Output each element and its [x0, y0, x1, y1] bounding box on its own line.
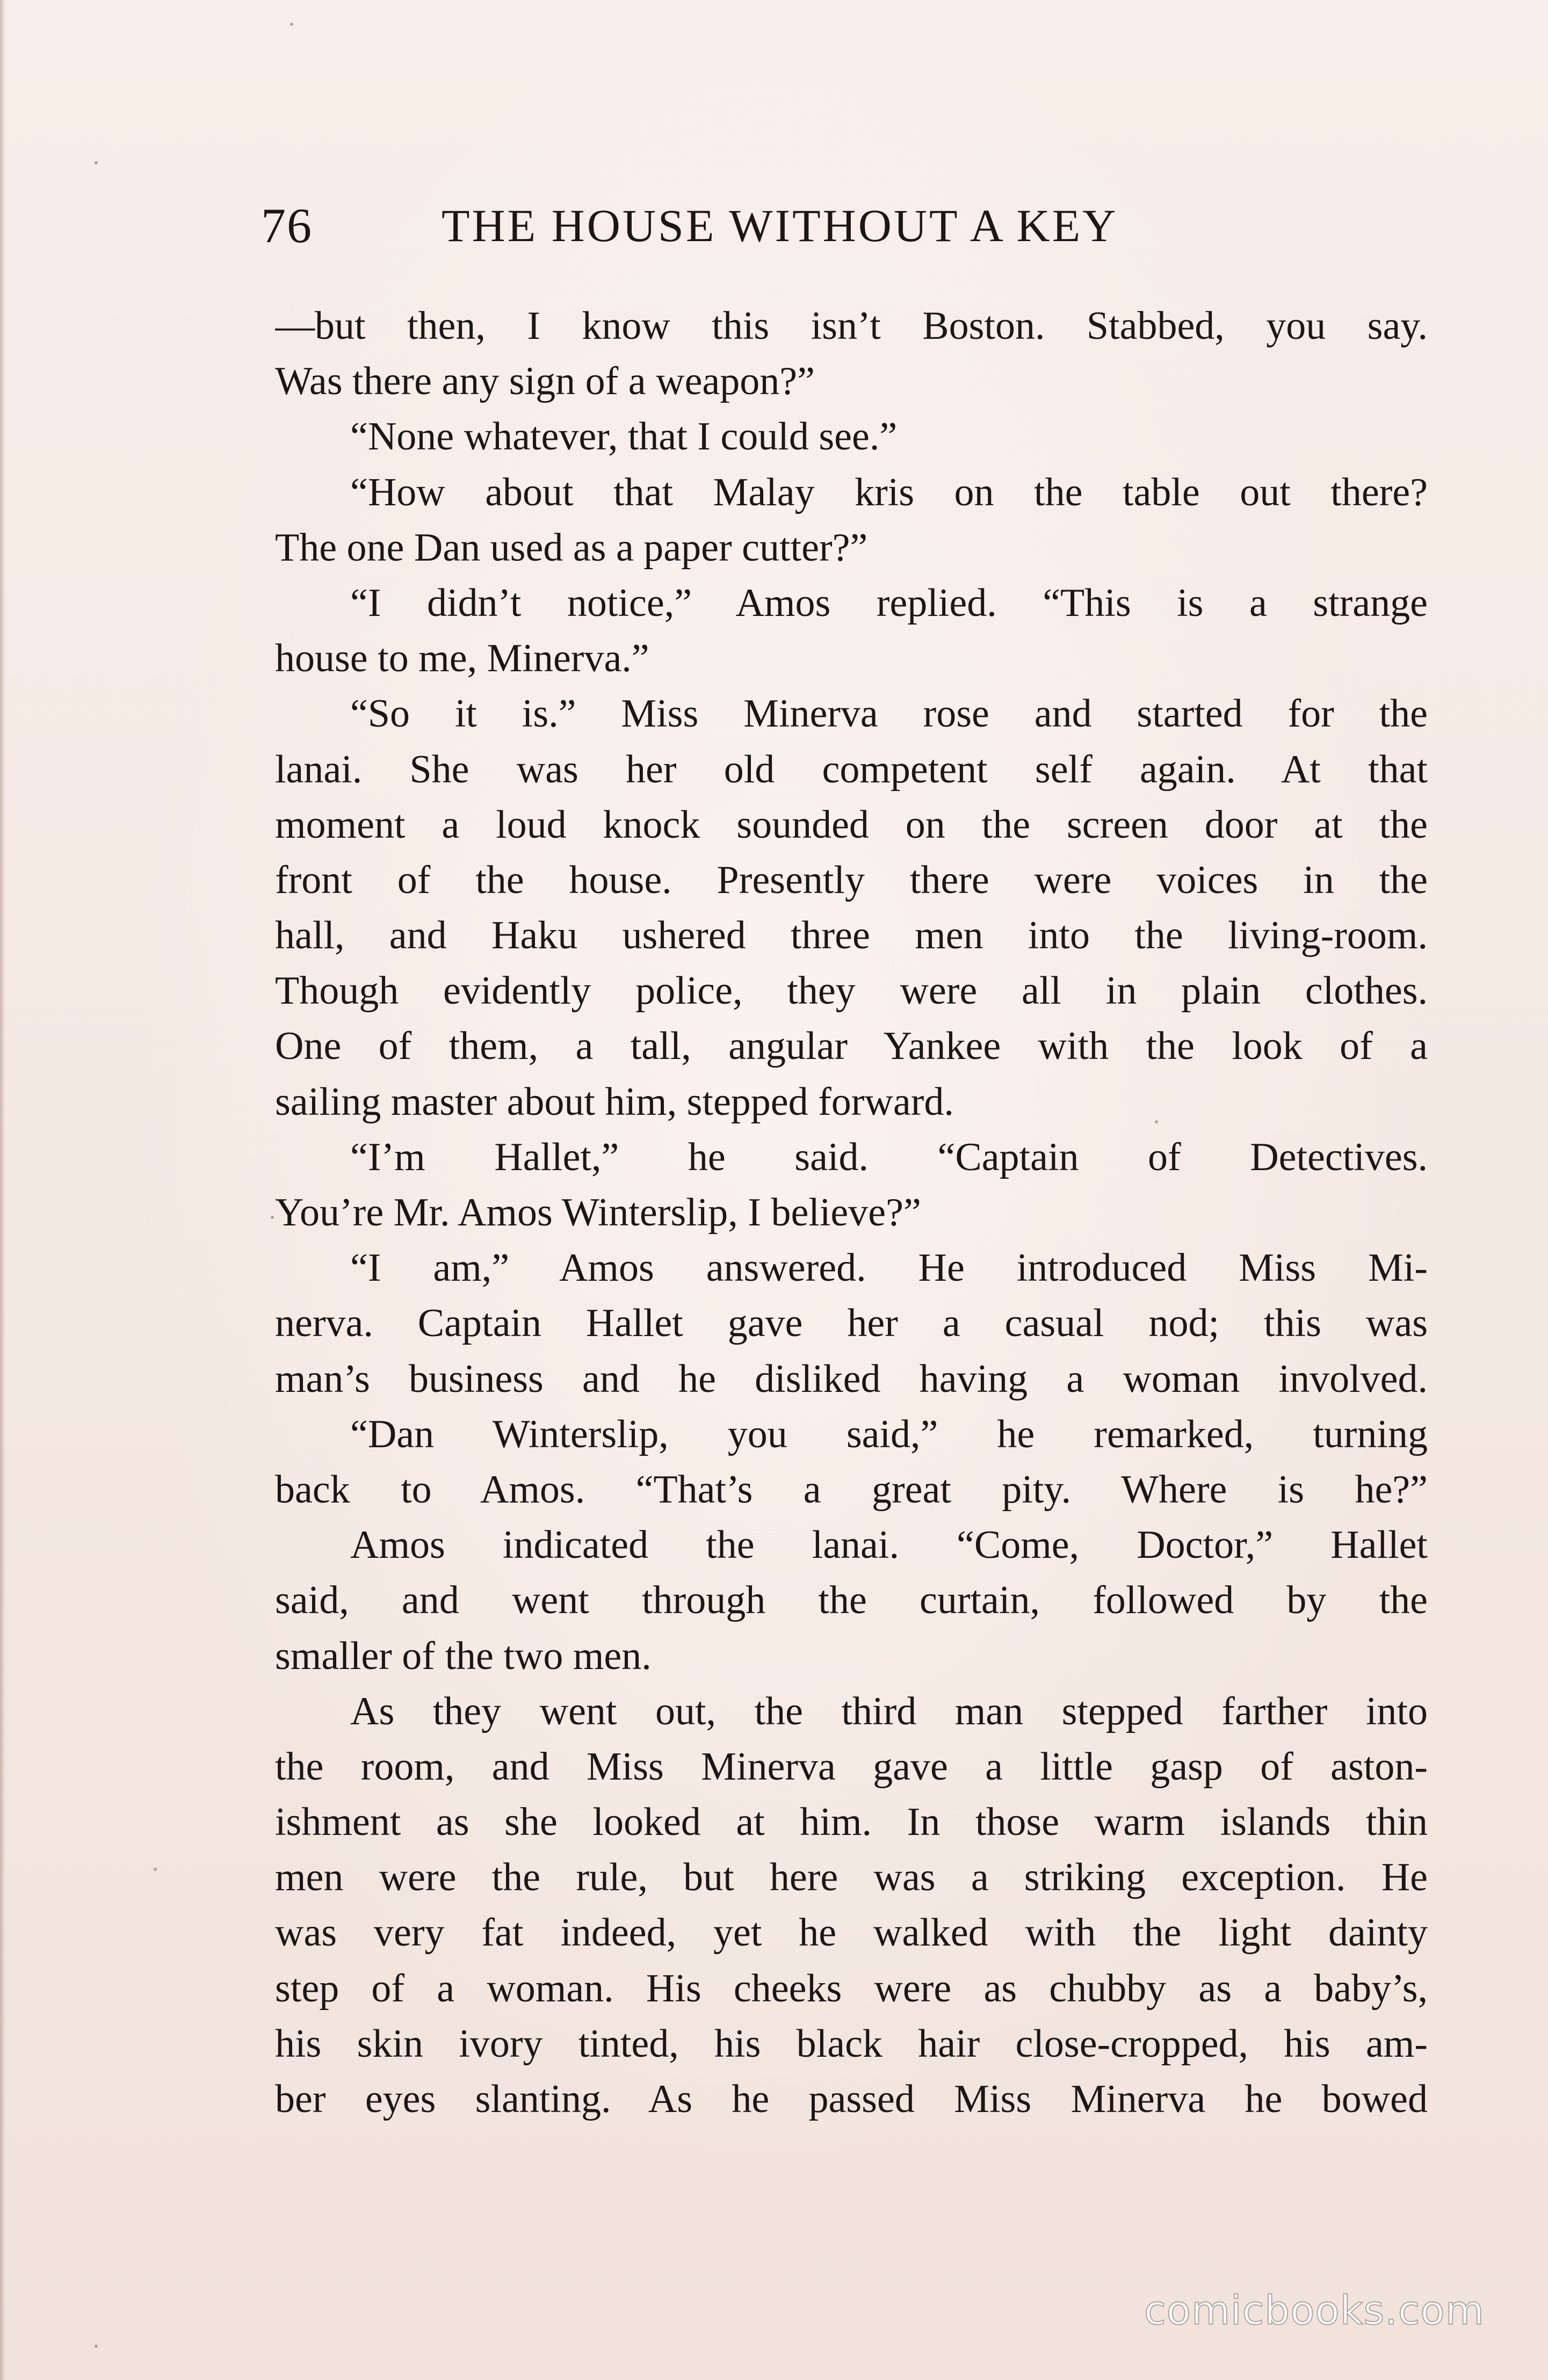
text-line: Though evidently police, they were all in plain clothes. [275, 969, 1428, 1013]
page-edge-shadow [0, 0, 5, 2380]
text-line: hall, and Haku ushered three men into the living-room. [275, 913, 1428, 958]
text-line: said, and went through the curtain, followed by the [275, 1578, 1428, 1623]
text-line: “I am,” Amos answered. He introduced Miss Mi- [350, 1246, 1428, 1290]
text-line: —but then, I know this isn’t Boston. Stabbed, you say. [275, 304, 1428, 348]
text-line: smaller of the two men. [275, 1634, 652, 1678]
text-line: step of a woman. His cheeks were as chubby as a baby’s, [275, 1966, 1428, 2011]
page-header [261, 193, 1443, 258]
paper-speck [95, 2345, 98, 2348]
text-line: “I’m Hallet,” he said. “Captain of Detectives. [350, 1135, 1428, 1179]
text-line: As they went out, the third man stepped farther into [350, 1689, 1428, 1733]
text-line: “How about that Malay kris on the table out there? [350, 470, 1428, 514]
text-line: “None whatever, that I could see.” [350, 415, 898, 459]
text-line: the room, and Miss Minerva gave a little gasp of aston- [275, 1744, 1428, 1789]
text-line: “Dan Winterslip, you said,” he remarked, turning [350, 1412, 1428, 1456]
page-number: 76 [261, 198, 313, 253]
text-line: ishment as she looked at him. In those warm islands thin [275, 1800, 1428, 1845]
text-line: One of them, a tall, angular Yankee with the look of a [275, 1024, 1428, 1069]
text-line: man’s business and he disliked having a woman involved. [275, 1356, 1428, 1401]
text-line: The one Dan used as a paper cutter?” [275, 525, 868, 570]
text-line: back to Amos. “That’s a great pity. Where is he?” [275, 1467, 1428, 1512]
text-line: moment a loud knock sounded on the screen door at the [275, 802, 1428, 847]
text-line: Was there any sign of a weapon?” [275, 359, 815, 404]
paper-speck [154, 1868, 157, 1871]
paper-speck [290, 23, 293, 26]
text-line: house to me, Minerva.” [275, 636, 649, 681]
text-line: front of the house. Presently there were voices in the [275, 858, 1428, 902]
paper-speck [95, 161, 98, 164]
text-line: Amos indicated the lanai. “Come, Doctor,” Hallet [350, 1523, 1428, 1568]
text-line: “I didn’t notice,” Amos replied. “This is a strange [350, 581, 1428, 625]
paper-speck [271, 1216, 274, 1219]
text-line: “So it is.” Miss Minerva rose and started for the [350, 692, 1428, 736]
body-text [275, 299, 1428, 2127]
text-line: nerva. Captain Hallet gave her a casual nod; this was [275, 1301, 1428, 1346]
paper-speck [1155, 1120, 1158, 1123]
text-line: his skin ivory tinted, his black hair close-cropped, his am- [275, 2021, 1428, 2066]
text-line: ber eyes slanting. As he passed Miss Minerva he bowed [275, 2077, 1428, 2121]
text-line: lanai. She was her old competent self again. At that [275, 747, 1428, 792]
watermark: comicbooks.com [1144, 2288, 1485, 2334]
running-head: THE HOUSE WITHOUT A KEY [442, 200, 1118, 251]
text-line: You’re Mr. Amos Winterslip, I believe?” [275, 1191, 921, 1235]
text-line: men were the rule, but here was a striking exception. He [275, 1855, 1428, 1900]
text-line: was very fat indeed, yet he walked with the light dainty [275, 1911, 1428, 1955]
text-line: sailing master about him, stepped forward. [275, 1079, 954, 1124]
